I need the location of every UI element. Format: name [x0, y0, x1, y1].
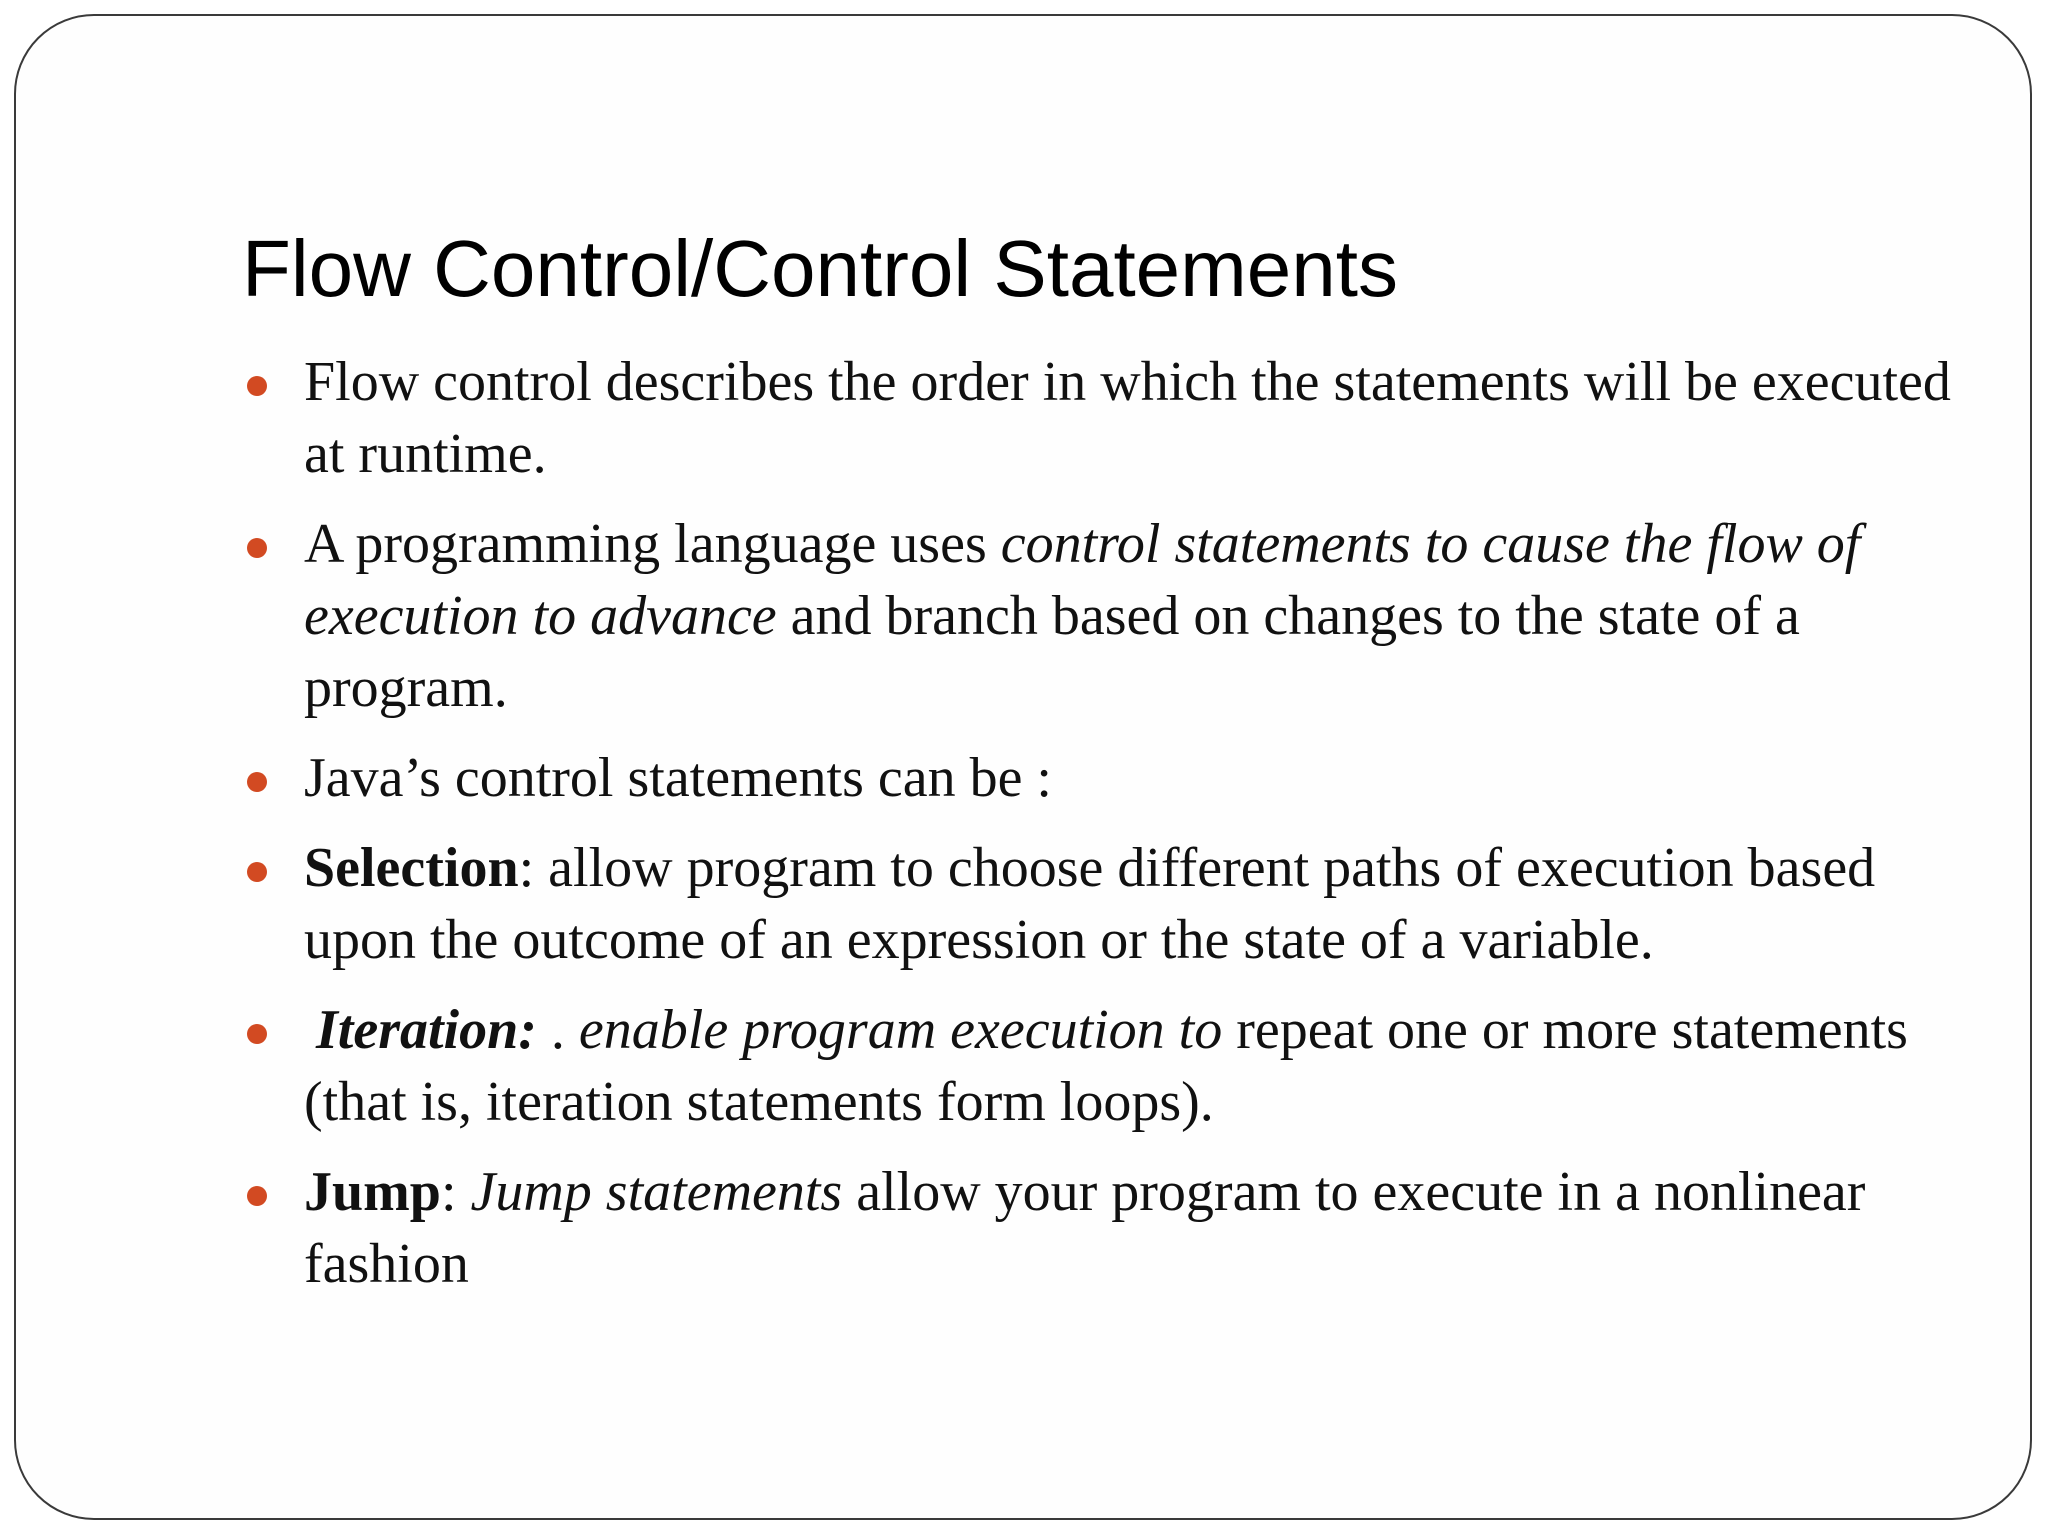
bullet-term-jump: Jump: [304, 1161, 441, 1223]
bullet-dot-icon: [247, 1186, 267, 1206]
bullet-separator: .: [536, 999, 579, 1061]
bullet-term-iteration: Iteration:: [316, 999, 537, 1061]
bullet-italic-phrase: control statements to cause the flow of execution to advance: [304, 513, 1861, 647]
slide: [14, 14, 2032, 1520]
bullet-dot-icon: [247, 862, 267, 882]
bullet-programming-language: [242, 508, 1962, 724]
bullet-separator: :: [440, 1161, 471, 1223]
bullet-rest: : allow program to choose different paths of execution based upon the outcome of an expression or the state of a variable.: [304, 837, 1876, 971]
bullet-lead: A programming language uses: [304, 513, 1001, 575]
bullet-text: Java’s control statements can be :: [304, 747, 1052, 809]
bullet-dot-icon: [247, 538, 267, 558]
bullet-iteration: [242, 994, 1962, 1138]
slide-title: Flow Control/Control Statements: [242, 224, 1399, 313]
bullet-rest: allow your program to execute in a nonlinear fashion: [304, 1161, 1866, 1295]
bullet-selection: [242, 832, 1962, 976]
bullet-dot-icon: [247, 376, 267, 396]
bullet-rest: repeat one or more statements (that is, iteration statements form loops).: [304, 999, 1908, 1133]
bullet-dot-icon: [247, 1024, 267, 1044]
bullet-flow-control: [242, 346, 1962, 490]
bullet-term-selection: Selection: [304, 837, 519, 899]
bullet-italic-phrase: enable program execution to: [578, 999, 1223, 1061]
bullet-text: Flow control describes the order in which the statements will be executed at runtime.: [304, 351, 1951, 485]
bullet-dot-icon: [247, 772, 267, 792]
bullet-jump: [242, 1156, 1962, 1300]
bullet-italic-phrase: Jump statements: [470, 1161, 843, 1223]
bullet-java-control: [242, 742, 1962, 814]
bullet-rest: and branch based on changes to the state of a program.: [304, 585, 1800, 719]
bullet-list: [242, 346, 1962, 1318]
